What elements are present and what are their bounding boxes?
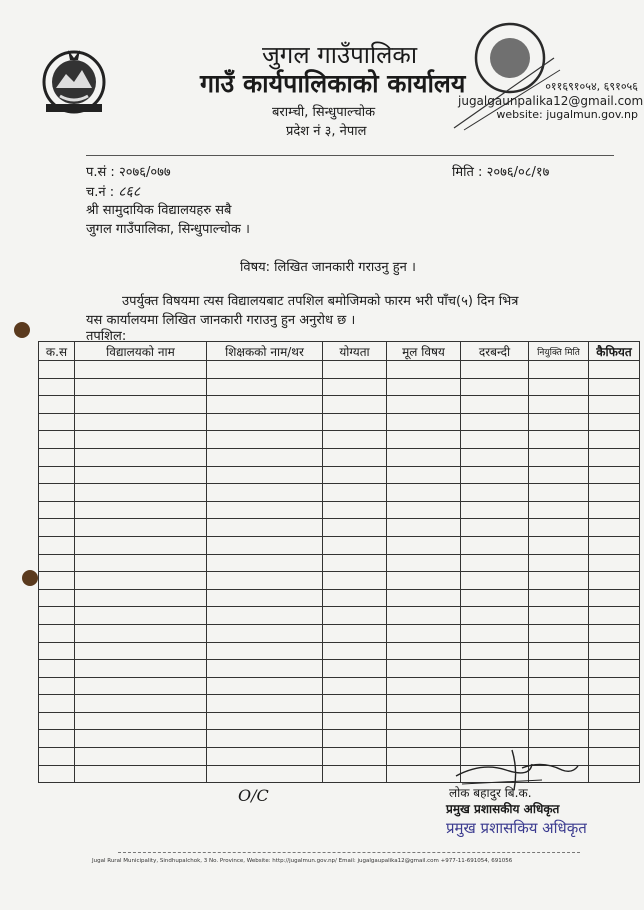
table-cell bbox=[529, 413, 589, 431]
table-cell bbox=[39, 536, 75, 554]
table-cell bbox=[589, 413, 640, 431]
table-cell bbox=[461, 519, 529, 537]
table-cell bbox=[207, 660, 323, 678]
letter-body-line1: उपर्युक्त विषयमा त्यस विद्यालयबाट तपशिल बमोजिमको फारम भरी पाँच(५) दिन भित्र bbox=[122, 294, 519, 309]
table-cell bbox=[39, 413, 75, 431]
table-cell bbox=[387, 589, 461, 607]
table-cell bbox=[387, 448, 461, 466]
table-cell bbox=[589, 677, 640, 695]
table-cell bbox=[207, 466, 323, 484]
table-cell bbox=[207, 378, 323, 396]
table-cell bbox=[529, 378, 589, 396]
table-cell bbox=[387, 642, 461, 660]
table-cell bbox=[589, 431, 640, 449]
table-cell bbox=[323, 431, 387, 449]
table-cell bbox=[461, 642, 529, 660]
table-cell bbox=[529, 448, 589, 466]
table-cell bbox=[387, 624, 461, 642]
table-cell bbox=[75, 660, 207, 678]
letter-subject: विषय: लिखित जानकारी गराउनु हुन । bbox=[240, 260, 416, 275]
table-cell bbox=[75, 730, 207, 748]
handwritten-note: O/C bbox=[238, 786, 269, 805]
table-cell bbox=[207, 589, 323, 607]
table-cell bbox=[461, 536, 529, 554]
table-cell bbox=[323, 624, 387, 642]
table-cell bbox=[207, 607, 323, 625]
table-cell bbox=[529, 607, 589, 625]
table-cell bbox=[461, 695, 529, 713]
table-cell bbox=[461, 660, 529, 678]
table-row bbox=[39, 413, 640, 431]
table-cell bbox=[39, 748, 75, 766]
table-cell bbox=[387, 396, 461, 414]
table-cell bbox=[529, 396, 589, 414]
table-cell bbox=[589, 448, 640, 466]
table-cell bbox=[529, 624, 589, 642]
recipient-line1: श्री सामुदायिक विद्यालयहरु सबै bbox=[86, 203, 232, 218]
table-cell bbox=[529, 642, 589, 660]
table-cell bbox=[207, 361, 323, 379]
table-cell bbox=[207, 554, 323, 572]
table-cell bbox=[461, 378, 529, 396]
table-cell bbox=[39, 765, 75, 783]
recipient-line2: जुगल गाउँपालिका, सिन्धुपाल्चोक । bbox=[86, 222, 250, 237]
table-cell bbox=[75, 378, 207, 396]
table-cell bbox=[387, 677, 461, 695]
table-cell bbox=[589, 589, 640, 607]
table-row bbox=[39, 589, 640, 607]
table-cell bbox=[39, 712, 75, 730]
table-cell bbox=[589, 607, 640, 625]
table-cell bbox=[39, 660, 75, 678]
table-cell bbox=[323, 396, 387, 414]
table-cell bbox=[461, 572, 529, 590]
details-table bbox=[38, 341, 640, 783]
table-cell bbox=[207, 431, 323, 449]
table-row bbox=[39, 695, 640, 713]
table-header-row bbox=[39, 342, 640, 361]
table-cell bbox=[75, 607, 207, 625]
table-cell bbox=[323, 607, 387, 625]
table-cell bbox=[323, 554, 387, 572]
table-cell bbox=[323, 748, 387, 766]
table-cell bbox=[529, 484, 589, 502]
dispatch-number bbox=[86, 182, 140, 201]
table-cell bbox=[39, 378, 75, 396]
col-header-teacher-name: शिक्षकको नाम/थर bbox=[207, 342, 323, 361]
table-cell bbox=[461, 361, 529, 379]
table-cell bbox=[461, 396, 529, 414]
table-row bbox=[39, 712, 640, 730]
table-cell bbox=[75, 501, 207, 519]
address-line2: प्रदेश नं ३, नेपाल bbox=[286, 124, 367, 139]
table-row bbox=[39, 572, 640, 590]
table-cell bbox=[461, 448, 529, 466]
table-row bbox=[39, 677, 640, 695]
table-cell bbox=[589, 378, 640, 396]
table-cell bbox=[75, 642, 207, 660]
table-cell bbox=[529, 536, 589, 554]
table-cell bbox=[387, 378, 461, 396]
table-cell bbox=[75, 765, 207, 783]
table-cell bbox=[75, 536, 207, 554]
table-cell bbox=[387, 519, 461, 537]
table-cell bbox=[529, 501, 589, 519]
table-cell bbox=[39, 572, 75, 590]
table-cell bbox=[589, 748, 640, 766]
footer-text: Jugal Rural Municipality, Sindhupalchok, 3 No. Province, Website: http://jugalmun.gov.np/ Email: jugalgaupalika12@gmail.com +977-11-691054, 691056 bbox=[92, 858, 513, 864]
table-cell bbox=[323, 572, 387, 590]
nepal-government-emblem-icon bbox=[38, 44, 110, 116]
table-cell bbox=[387, 607, 461, 625]
table-cell bbox=[461, 413, 529, 431]
table-cell bbox=[39, 730, 75, 748]
table-cell bbox=[39, 677, 75, 695]
table-cell bbox=[589, 695, 640, 713]
table-cell bbox=[39, 519, 75, 537]
table-cell bbox=[207, 624, 323, 642]
table-cell bbox=[75, 413, 207, 431]
table-cell bbox=[323, 413, 387, 431]
table-cell bbox=[207, 572, 323, 590]
table-cell bbox=[39, 484, 75, 502]
table-cell bbox=[207, 730, 323, 748]
table-cell bbox=[323, 484, 387, 502]
table-cell bbox=[75, 554, 207, 572]
table-row bbox=[39, 554, 640, 572]
table-cell bbox=[589, 484, 640, 502]
org-name-line1: जुगल गाउँपालिका bbox=[262, 41, 418, 69]
table-cell bbox=[461, 712, 529, 730]
table-cell bbox=[461, 501, 529, 519]
table-cell bbox=[387, 554, 461, 572]
table-cell bbox=[75, 589, 207, 607]
table-cell bbox=[39, 624, 75, 642]
table-cell bbox=[323, 660, 387, 678]
table-cell bbox=[323, 448, 387, 466]
table-cell bbox=[589, 624, 640, 642]
table-cell bbox=[323, 501, 387, 519]
col-header-serial: क.स bbox=[39, 342, 75, 361]
table-row bbox=[39, 484, 640, 502]
table-cell bbox=[589, 536, 640, 554]
table-cell bbox=[75, 396, 207, 414]
punch-hole-bottom bbox=[22, 570, 38, 586]
table-cell bbox=[387, 660, 461, 678]
table-cell bbox=[387, 748, 461, 766]
table-cell bbox=[207, 484, 323, 502]
contact-website: website: jugalmun.gov.np bbox=[496, 108, 638, 121]
contact-block bbox=[458, 80, 644, 122]
table-cell bbox=[323, 378, 387, 396]
table-cell bbox=[589, 730, 640, 748]
table-cell bbox=[387, 536, 461, 554]
dispatch-number-value: ८६८ bbox=[118, 184, 141, 200]
table-cell bbox=[529, 554, 589, 572]
contact-phone: ०११६९१०५४, ६९१०५६ bbox=[545, 80, 638, 93]
footer-divider bbox=[118, 852, 580, 853]
col-header-remarks: कैफियत bbox=[589, 342, 640, 361]
table-cell bbox=[323, 361, 387, 379]
table-cell bbox=[529, 519, 589, 537]
table-row bbox=[39, 607, 640, 625]
table-cell bbox=[461, 431, 529, 449]
table-cell bbox=[387, 730, 461, 748]
table-body bbox=[39, 361, 640, 783]
table-cell bbox=[39, 695, 75, 713]
table-cell bbox=[75, 466, 207, 484]
table-cell bbox=[75, 361, 207, 379]
table-row bbox=[39, 519, 640, 537]
letter-body-line2: यस कार्यालयमा लिखित जानकारी गराउनु हुन अनुरोध छ । bbox=[86, 313, 356, 328]
table-cell bbox=[529, 712, 589, 730]
table-cell bbox=[461, 589, 529, 607]
table-cell bbox=[529, 589, 589, 607]
col-header-main-subject: मूल विषय bbox=[387, 342, 461, 361]
punch-hole-top bbox=[14, 322, 30, 338]
col-header-school-name: विद्यालयको नाम bbox=[75, 342, 207, 361]
table-cell bbox=[589, 642, 640, 660]
table-cell bbox=[589, 466, 640, 484]
table-cell bbox=[529, 677, 589, 695]
table-cell bbox=[461, 554, 529, 572]
table-cell bbox=[75, 484, 207, 502]
table-cell bbox=[387, 413, 461, 431]
table-row bbox=[39, 396, 640, 414]
table-cell bbox=[323, 519, 387, 537]
table-cell bbox=[39, 501, 75, 519]
table-cell bbox=[589, 396, 640, 414]
col-header-position: दरबन्दी bbox=[461, 342, 529, 361]
table-cell bbox=[39, 361, 75, 379]
table-cell bbox=[75, 431, 207, 449]
table-cell bbox=[529, 695, 589, 713]
table-cell bbox=[39, 431, 75, 449]
table-cell bbox=[39, 589, 75, 607]
table-cell bbox=[529, 572, 589, 590]
table-cell bbox=[589, 712, 640, 730]
table-cell bbox=[207, 501, 323, 519]
table-cell bbox=[207, 677, 323, 695]
table-row bbox=[39, 624, 640, 642]
table-cell bbox=[75, 624, 207, 642]
details-label: तपशिल: bbox=[86, 329, 127, 344]
table-cell bbox=[461, 484, 529, 502]
table-cell bbox=[323, 695, 387, 713]
table-cell bbox=[39, 448, 75, 466]
table-cell bbox=[323, 677, 387, 695]
table-cell bbox=[75, 519, 207, 537]
table-cell bbox=[461, 677, 529, 695]
table-cell bbox=[387, 501, 461, 519]
table-cell bbox=[75, 677, 207, 695]
table-cell bbox=[207, 695, 323, 713]
table-row bbox=[39, 501, 640, 519]
signatory-title: प्रमुख प्रशासकीय अधिकृत bbox=[446, 802, 560, 816]
header-divider bbox=[86, 155, 614, 156]
table-cell bbox=[39, 466, 75, 484]
table-row bbox=[39, 378, 640, 396]
table-cell bbox=[589, 660, 640, 678]
table-cell bbox=[323, 536, 387, 554]
table-cell bbox=[207, 712, 323, 730]
table-cell bbox=[529, 466, 589, 484]
table-cell bbox=[589, 765, 640, 783]
table-row bbox=[39, 448, 640, 466]
table-cell bbox=[387, 712, 461, 730]
table-cell bbox=[461, 466, 529, 484]
table-cell bbox=[39, 554, 75, 572]
table-cell bbox=[207, 413, 323, 431]
table-cell bbox=[323, 730, 387, 748]
table-cell bbox=[207, 396, 323, 414]
table-cell bbox=[207, 748, 323, 766]
table-cell bbox=[207, 765, 323, 783]
table-row bbox=[39, 361, 640, 379]
table-cell bbox=[387, 361, 461, 379]
table-row bbox=[39, 466, 640, 484]
table-cell bbox=[589, 501, 640, 519]
table-cell bbox=[589, 519, 640, 537]
table-cell bbox=[589, 572, 640, 590]
table-cell bbox=[39, 396, 75, 414]
signatory-name: लोक बहादुर बि.क. bbox=[449, 786, 532, 800]
table-cell bbox=[461, 607, 529, 625]
table-cell bbox=[75, 712, 207, 730]
col-header-qualification: योग्यता bbox=[323, 342, 387, 361]
table-cell bbox=[323, 765, 387, 783]
table-cell bbox=[589, 361, 640, 379]
table-cell bbox=[387, 466, 461, 484]
table-cell bbox=[207, 536, 323, 554]
table-cell bbox=[39, 607, 75, 625]
table-cell bbox=[529, 660, 589, 678]
table-cell bbox=[207, 519, 323, 537]
table-cell bbox=[39, 642, 75, 660]
table-cell bbox=[75, 448, 207, 466]
table-cell bbox=[461, 624, 529, 642]
table-cell bbox=[207, 448, 323, 466]
col-header-appointment-date: नियुक्ति मिति bbox=[529, 342, 589, 361]
table-cell bbox=[589, 554, 640, 572]
table-row bbox=[39, 642, 640, 660]
table-cell bbox=[387, 695, 461, 713]
table-cell bbox=[75, 695, 207, 713]
table-cell bbox=[75, 748, 207, 766]
table-cell bbox=[387, 572, 461, 590]
contact-email: jugalgaunpalika12@gmail.com bbox=[458, 94, 644, 108]
table-cell bbox=[387, 484, 461, 502]
org-name-line2: गाउँ कार्यपालिकाको कार्यालय bbox=[200, 69, 466, 98]
table-cell bbox=[387, 431, 461, 449]
letter-date: मिति : २०७६/०८/१७ bbox=[452, 165, 550, 180]
table-cell bbox=[529, 431, 589, 449]
table-row bbox=[39, 431, 640, 449]
table-cell bbox=[323, 466, 387, 484]
table-cell bbox=[323, 712, 387, 730]
reference-number: प.सं : २०७६/०७७ bbox=[86, 165, 171, 180]
table-cell bbox=[387, 765, 461, 783]
table-cell bbox=[207, 642, 323, 660]
table-cell bbox=[323, 589, 387, 607]
table-row bbox=[39, 536, 640, 554]
table-row bbox=[39, 660, 640, 678]
dispatch-number-label: च.नं : bbox=[86, 185, 115, 200]
table-cell bbox=[75, 572, 207, 590]
table-cell bbox=[529, 361, 589, 379]
address-line1: बराम्ची, सिन्धुपाल्चोक bbox=[272, 105, 376, 120]
table-cell bbox=[323, 642, 387, 660]
designation-stamp: प्रमुख प्रशासकिय अधिकृत bbox=[446, 819, 587, 837]
